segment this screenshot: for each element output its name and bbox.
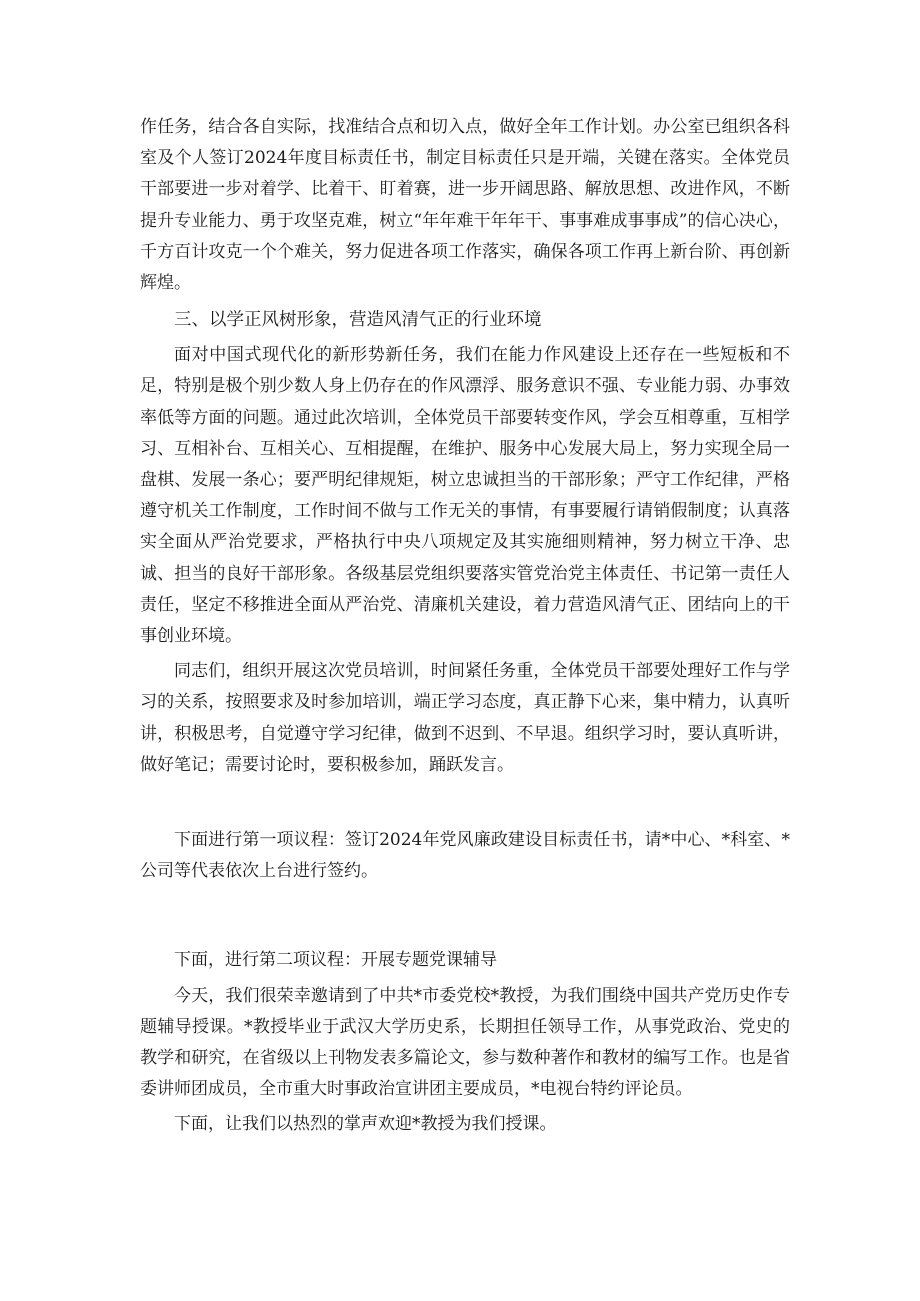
- section-heading-3: 三、以学正风树形象，营造风清气正的行业环境: [174, 310, 542, 331]
- paragraph-welcome: 下面，让我们以热烈的掌声欢迎*教授为我们授课。: [174, 1114, 557, 1135]
- paragraph-training-requirements: 同志们，组织开展这次党员培训，时间紧任务重，全体党员干部要处理好工作与学习的关系，按照要求及时参加培训，端正学习态度，真正静下心来，集中精力，认真听讲，积极思考，自觉遵守学习纪律，做到不迟到、不早退。组织学习时，要认真听讲，做好笔记；需要讨论时，要积极参加，踊跃发言。: [140, 661, 790, 775]
- document-page: [140, 112, 790, 1141]
- paragraph-work-plan: 作任务，结合各自实际，找准结合点和切入点，做好全年工作计划。办公室已组织各科室及个人签订2024年度目标责任书，制定目标责任只是开端，关键在落实。全体党员干部要进一步对着学、比着干、盯着赛，进一步开阔思路、解放思想、改进作风，不断提升专业能力、勇于攻坚克难，树立“年年难干年年干、事事难成事事成”的信心决心，千方百计攻克一个个难关，努力促进各项工作落实，确保各项工作再上新台阶、再创新辉煌。: [140, 117, 790, 294]
- paragraph-style-building: 面对中国式现代化的新形势新任务，我们在能力作风建设上还存在一些短板和不足，特别是极个别少数人身上仍存在的作风漂浮、服务意识不强、专业能力弱、办事效率低等方面的问题。通过此次培训，全体党员干部要转变作风，学会互相尊重，互相学习、互相补台、互相关心、互相提醒，在维护、服务中心发展大局上，努力实现全局一盘棋、发展一条心；要严明纪律规矩，树立忠诚担当的干部形象；严守工作纪律，严格遵守机关工作制度，工作时间不做与工作无关的事情，有事要履行请销假制度；认真落实全面从严治党要求，严格执行中央八项规定及其实施细则精神，努力树立干净、忠诚、担当的良好干部形象。各级基层党组织要落实管党治党主体责任、书记第一责任人责任，坚定不移推进全面从严治党、清廉机关建设，着力营造风清气正、团结向上的干事创业环境。: [140, 345, 790, 647]
- paragraph-speaker-intro: 今天，我们很荣幸邀请到了中共*市委党校*教授，为我们围绕中国共产党历史作专题辅导授课。*教授毕业于武汉大学历史系，长期担任领导工作，从事党政治、党史的教学和研究，在省级以上刊物发表多篇论文，参与数种著作和教材的编写工作。也是省委讲师团成员，全市重大时事政治宣讲团主要成员，*电视台特约评论员。: [140, 985, 790, 1100]
- paragraph-agenda-item-1: 下面进行第一项议程：签订2024年党风廉政建设目标责任书，请*中心、*科室、*公司等代表依次上台进行签约。: [140, 830, 790, 882]
- paragraph-agenda-item-2: 下面，进行第二项议程：开展专题党课辅导: [174, 950, 497, 971]
